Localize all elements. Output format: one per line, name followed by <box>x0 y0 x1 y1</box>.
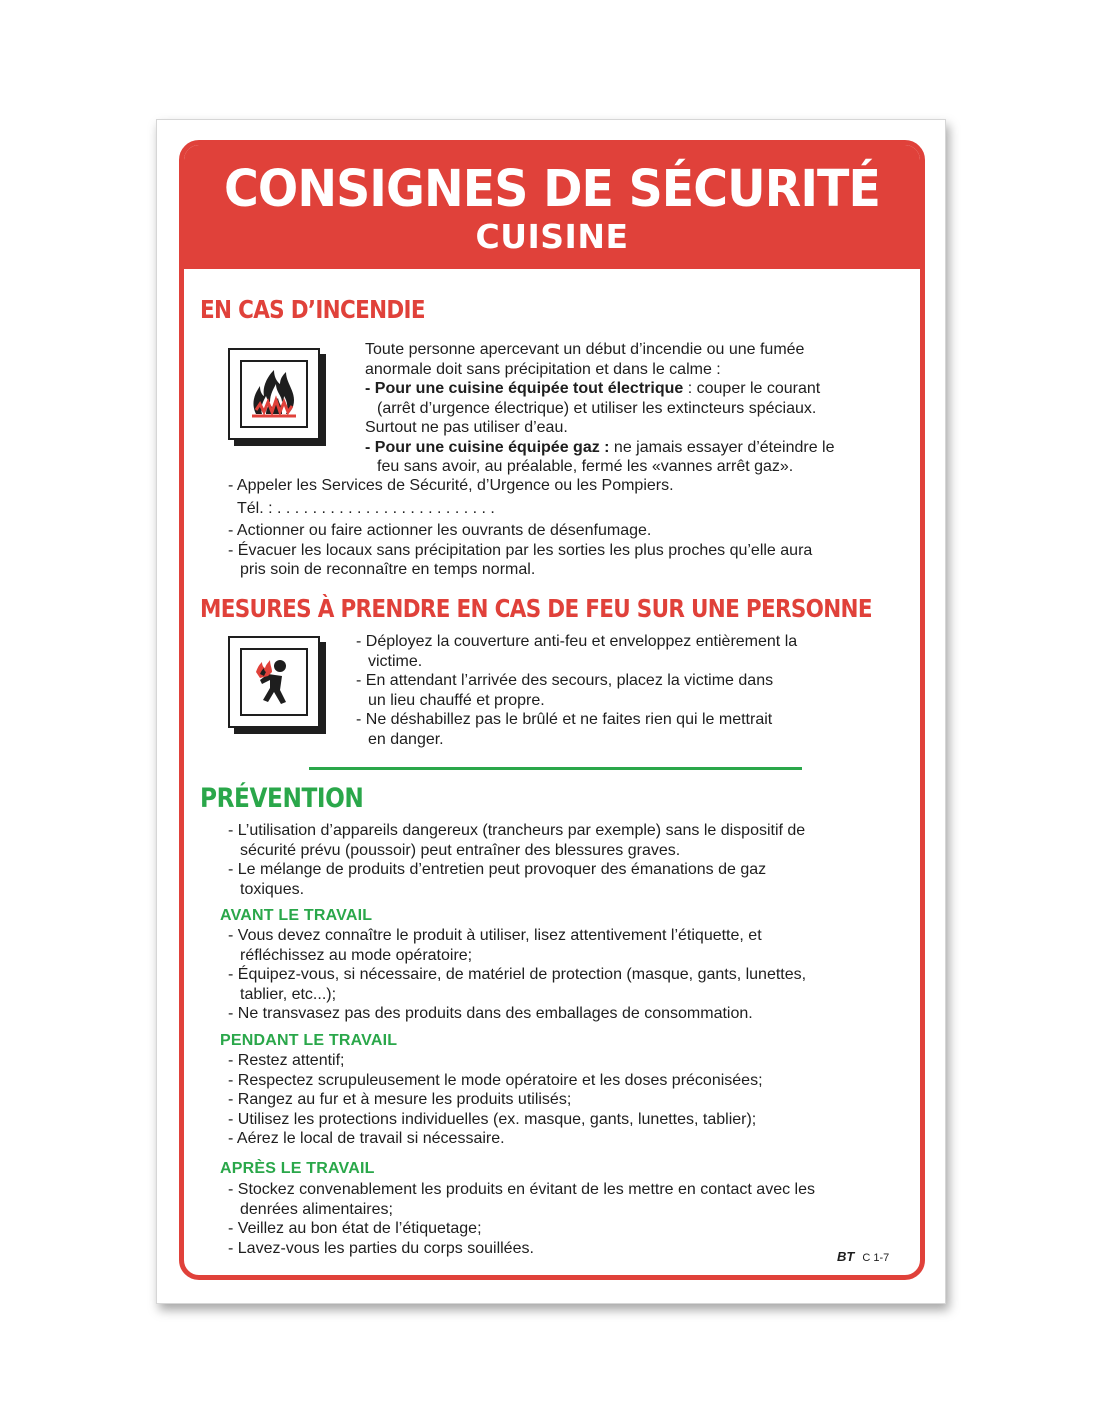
fire-icon <box>240 360 308 428</box>
avant-line: réfléchissez au mode opératoire; <box>240 946 473 964</box>
avant-line: - Vous devez connaître le produit à utiliser, lisez attentivement l’étiquette, et <box>228 927 762 944</box>
incendie-call: - Appeler les Services de Sécurité, d’Urgence ou les Pompiers. <box>228 477 674 494</box>
prevention-line: - L’utilisation d’appareils dangereux (trancheurs par exemple) sans le dispositif de <box>228 822 806 839</box>
pendant-line: - Rangez au fur et à mesure les produits utilisés; <box>228 1091 572 1108</box>
incendie-elec-detail: Surtout ne pas utiliser d’eau. <box>365 419 568 436</box>
apres-line: - Lavez-vous les parties du corps souillées. <box>228 1239 534 1257</box>
heading-pendant-travail: PENDANT LE TRAVAIL <box>220 1032 398 1049</box>
heading-avant-travail: AVANT LE TRAVAIL <box>220 907 373 924</box>
incendie-gaz-detail: feu sans avoir, au préalable, fermé les «vannes arrêt gaz». <box>377 458 794 475</box>
avant-line: tablier, etc...); <box>240 985 337 1003</box>
prevention-line: toxiques. <box>240 880 305 898</box>
incendie-gaz-bold: - Pour une cuisine équipée gaz : <box>365 438 610 456</box>
incendie-gaz-rest: ne jamais essayer d’éteindre le <box>609 438 835 456</box>
avant-line: - Ne transvasez pas des produits dans des emballages de consommation. <box>228 1005 753 1022</box>
sign-header <box>184 145 920 269</box>
sign-title: CONSIGNES DE SÉCURITÉ <box>224 160 880 219</box>
sign-subtitle: CUISINE <box>475 217 629 256</box>
personne-line: - Ne déshabillez pas le brûlé et ne faites rien qui le mettrait <box>356 711 773 728</box>
incendie-evacuate: - Évacuer les locaux sans précipitation par les sorties les plus proches qu’elle aura <box>228 541 813 559</box>
safety-sign-sheet <box>156 119 946 1304</box>
incendie-elec-detail: (arrêt d’urgence électrique) et utiliser les extincteurs spéciaux. <box>377 399 817 417</box>
prevention-line: - Le mélange de produits d’entretien peut provoquer des émanations de gaz <box>228 861 767 878</box>
personne-line: - Déployez la couverture anti-feu et enveloppez entièrement la <box>356 633 798 650</box>
heading-incendie: EN CAS D’INCENDIE <box>200 295 425 324</box>
brand-mark: BT <box>837 1249 855 1264</box>
incendie-gaz-line <box>365 438 835 458</box>
incendie-intro-line: anormale doit sans précipitation et dans le calme : <box>365 360 721 378</box>
personne-text <box>356 632 797 749</box>
sign-frame <box>179 140 925 1280</box>
incendie-elec-rest: : couper le courant <box>683 380 821 397</box>
incendie-text <box>365 340 835 477</box>
person-pictogram <box>228 636 320 728</box>
incendie-tel: Tél. : . . . . . . . . . . . . . . . . . . . . . . . . . <box>237 499 495 517</box>
personne-line: - En attendant l’arrivée des secours, placez la victime dans <box>356 672 774 689</box>
heading-feu-personne: MESURES À PRENDRE EN CAS DE FEU SUR UNE PERSONNE <box>200 594 872 623</box>
pendant-line: - Restez attentif; <box>228 1052 345 1069</box>
heading-apres-travail: APRÈS LE TRAVAIL <box>220 1160 375 1177</box>
personne-line: victime. <box>368 652 423 670</box>
prevention-intro <box>228 821 805 899</box>
avant-line: - Équipez-vous, si nécessaire, de matériel de protection (masque, gants, lunettes, <box>228 966 807 983</box>
pendant-line: - Utilisez les protections individuelles (ex. masque, gants, lunettes, tablier); <box>228 1110 757 1128</box>
apres-line: - Stockez convenablement les produits en évitant de les mettre en contact avec les <box>228 1181 815 1198</box>
incendie-intro-line: Toute personne apercevant un début d’incendie ou une fumée <box>365 341 805 358</box>
apres-line: - Veillez au bon état de l’étiquetage; <box>228 1220 482 1237</box>
pendant-list <box>228 1051 763 1149</box>
apres-list <box>228 1180 815 1258</box>
code-label: C 1-7 <box>862 1252 890 1264</box>
personne-line: en danger. <box>368 730 444 748</box>
incendie-evacuate: pris soin de reconnaître en temps normal. <box>240 561 536 578</box>
prevention-line: sécurité prévu (poussoir) peut entraîner des blessures graves. <box>240 841 681 859</box>
heading-prevention: PRÉVENTION <box>200 783 364 814</box>
reference-code <box>837 1249 889 1264</box>
pendant-line: - Respectez scrupuleusement le mode opératoire et les doses préconisées; <box>228 1071 763 1089</box>
avant-list <box>228 926 806 1024</box>
apres-line: denrées alimentaires; <box>240 1200 393 1218</box>
section-divider <box>309 767 802 770</box>
incendie-elec-line <box>365 379 835 399</box>
fire-pictogram <box>228 348 320 440</box>
person-on-fire-icon <box>240 648 308 716</box>
incendie-elec-bold: - Pour une cuisine équipée tout électrique <box>365 380 684 397</box>
personne-line: un lieu chauffé et propre. <box>368 691 545 709</box>
incendie-smoke: - Actionner ou faire actionner les ouvrants de désenfumage. <box>228 522 652 539</box>
incendie-actions <box>228 476 812 580</box>
pendant-line: - Aérez le local de travail si nécessaire. <box>228 1130 505 1147</box>
